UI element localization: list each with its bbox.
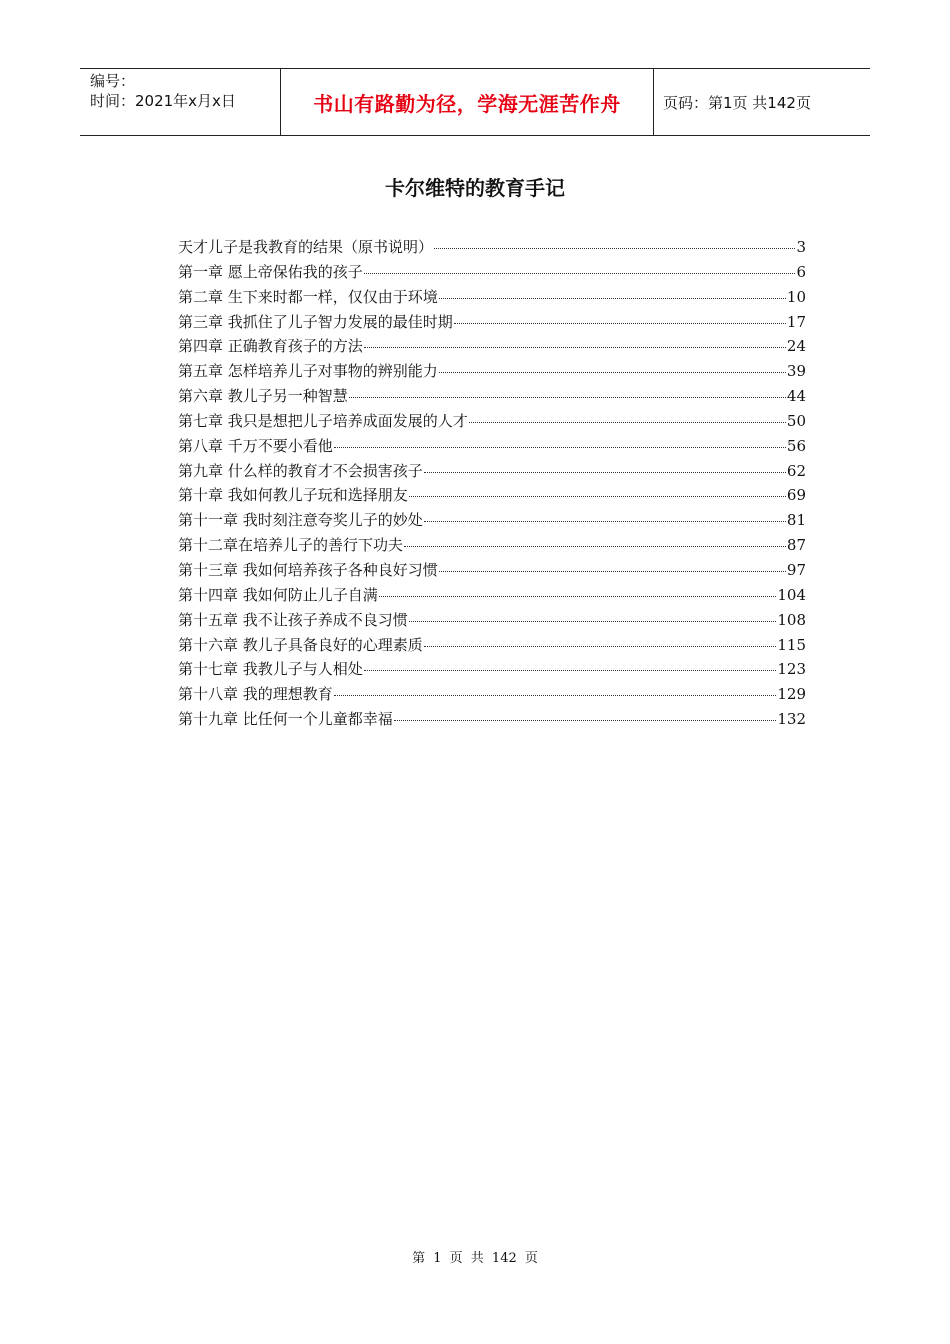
toc-entry-page: 24 xyxy=(786,337,806,356)
toc-entry-page: 123 xyxy=(777,660,806,679)
document-title: 卡尔维特的教育手记 xyxy=(385,176,565,200)
toc-entry-title: 第十五章 我不让孩子养成不良习惯 xyxy=(178,610,408,629)
toc-entry-title: 第十四章 我如何防止儿子自满 xyxy=(178,585,378,604)
toc-entry-page: 10 xyxy=(786,287,806,306)
toc-entry-page: 56 xyxy=(786,436,806,455)
toc-entry[interactable] xyxy=(178,534,806,559)
toc-entry-title: 第九章 什么样的教育才不会损害孩子 xyxy=(178,461,423,480)
toc-entry[interactable] xyxy=(178,634,806,659)
toc-leader-dots xyxy=(394,720,777,721)
toc-entry-title: 第十七章 我教儿子与人相处 xyxy=(178,660,363,679)
toc-entry-page: 104 xyxy=(777,585,806,604)
toc-leader-dots xyxy=(334,695,777,696)
toc-entry[interactable] xyxy=(178,335,806,360)
table-of-contents xyxy=(178,236,806,733)
toc-leader-dots xyxy=(439,372,786,373)
toc-entry[interactable] xyxy=(178,609,806,634)
toc-entry-page: 69 xyxy=(786,486,806,505)
date-label: 时间：2021年x月x日 xyxy=(90,92,236,110)
toc-leader-dots xyxy=(424,521,786,522)
toc-entry-title: 第十九章 比任何一个儿童都幸福 xyxy=(178,710,393,729)
header-page-cell xyxy=(654,69,870,135)
header-meta-cell xyxy=(80,69,281,135)
toc-entry-page: 39 xyxy=(786,362,806,381)
toc-entry-title: 第三章 我抓住了儿子智力发展的最佳时期 xyxy=(178,312,453,331)
toc-leader-dots xyxy=(469,422,786,423)
number-label: 编号： xyxy=(90,72,136,90)
page-footer: 第 1 页 共 142 页 xyxy=(412,1251,538,1266)
toc-entry-page: 17 xyxy=(786,312,806,331)
toc-entry[interactable] xyxy=(178,658,806,683)
toc-leader-dots xyxy=(409,621,777,622)
toc-entry[interactable] xyxy=(178,385,806,410)
toc-entry[interactable] xyxy=(178,236,806,261)
toc-entry-page: 44 xyxy=(786,387,806,406)
toc-leader-dots xyxy=(424,646,777,647)
toc-entry[interactable] xyxy=(178,584,806,609)
toc-entry[interactable] xyxy=(178,484,806,509)
toc-entry-page: 62 xyxy=(786,461,806,480)
toc-leader-dots xyxy=(434,248,795,249)
header-motto-cell xyxy=(281,69,654,135)
toc-leader-dots xyxy=(349,397,786,398)
toc-leader-dots xyxy=(439,571,786,572)
toc-leader-dots xyxy=(334,447,786,448)
toc-leader-dots xyxy=(424,472,786,473)
toc-entry-title: 第八章 千万不要小看他 xyxy=(178,436,333,455)
toc-leader-dots xyxy=(364,670,777,671)
toc-entry-page: 97 xyxy=(786,560,806,579)
toc-entry-page: 87 xyxy=(786,536,806,555)
toc-entry-page: 129 xyxy=(777,685,806,704)
toc-leader-dots xyxy=(404,546,786,547)
page-header xyxy=(80,68,870,136)
toc-entry-page: 81 xyxy=(786,511,806,530)
toc-entry[interactable] xyxy=(178,708,806,733)
toc-entry-title: 第六章 教儿子另一种智慧 xyxy=(178,387,348,406)
toc-leader-dots xyxy=(454,323,786,324)
toc-leader-dots xyxy=(439,298,786,299)
toc-entry[interactable] xyxy=(178,460,806,485)
toc-entry-title: 第二章 生下来时都一样，仅仅由于环境 xyxy=(178,287,438,306)
toc-entry-page: 3 xyxy=(796,238,806,256)
toc-entry[interactable] xyxy=(178,410,806,435)
toc-entry[interactable] xyxy=(178,261,806,286)
page-info: 页码：第1页 共142页 xyxy=(663,93,811,112)
toc-entry-title: 天才儿子是我教育的结果（原书说明） xyxy=(178,238,434,256)
toc-entry[interactable] xyxy=(178,509,806,534)
toc-entry-page: 115 xyxy=(777,635,806,654)
toc-entry-title: 第十章 我如何教儿子玩和选择朋友 xyxy=(178,486,408,505)
toc-entry-title: 第七章 我只是想把儿子培养成面发展的人才 xyxy=(178,411,468,430)
toc-entry-title: 第四章 正确教育孩子的方法 xyxy=(178,337,363,356)
toc-entry[interactable] xyxy=(178,683,806,708)
toc-leader-dots xyxy=(364,347,786,348)
toc-entry[interactable] xyxy=(178,360,806,385)
toc-entry-page: 108 xyxy=(777,610,806,629)
toc-entry-title: 第十一章 我时刻注意夸奖儿子的妙处 xyxy=(178,511,423,530)
toc-leader-dots xyxy=(364,273,796,274)
toc-leader-dots xyxy=(379,596,777,597)
toc-entry-title: 第十八章 我的理想教育 xyxy=(178,685,333,704)
toc-entry[interactable] xyxy=(178,435,806,460)
toc-entry[interactable] xyxy=(178,286,806,311)
toc-entry[interactable] xyxy=(178,559,806,584)
toc-entry-title: 第十二章在培养儿子的善行下功夫 xyxy=(178,536,404,555)
toc-entry-page: 132 xyxy=(777,710,806,729)
toc-entry[interactable] xyxy=(178,311,806,336)
toc-entry-title: 第一章 愿上帝保佑我的孩子 xyxy=(178,262,363,281)
motto: 书山有路勤为径，学海无涯苦作舟 xyxy=(313,91,621,116)
toc-entry-page: 6 xyxy=(796,262,806,281)
toc-leader-dots xyxy=(409,496,786,497)
toc-entry-page: 50 xyxy=(786,411,806,430)
toc-entry-title: 第十三章 我如何培养孩子各种良好习惯 xyxy=(178,560,438,579)
toc-entry-title: 第十六章 教儿子具备良好的心理素质 xyxy=(178,635,423,654)
toc-entry-title: 第五章 怎样培养儿子对事物的辨别能力 xyxy=(178,362,438,381)
